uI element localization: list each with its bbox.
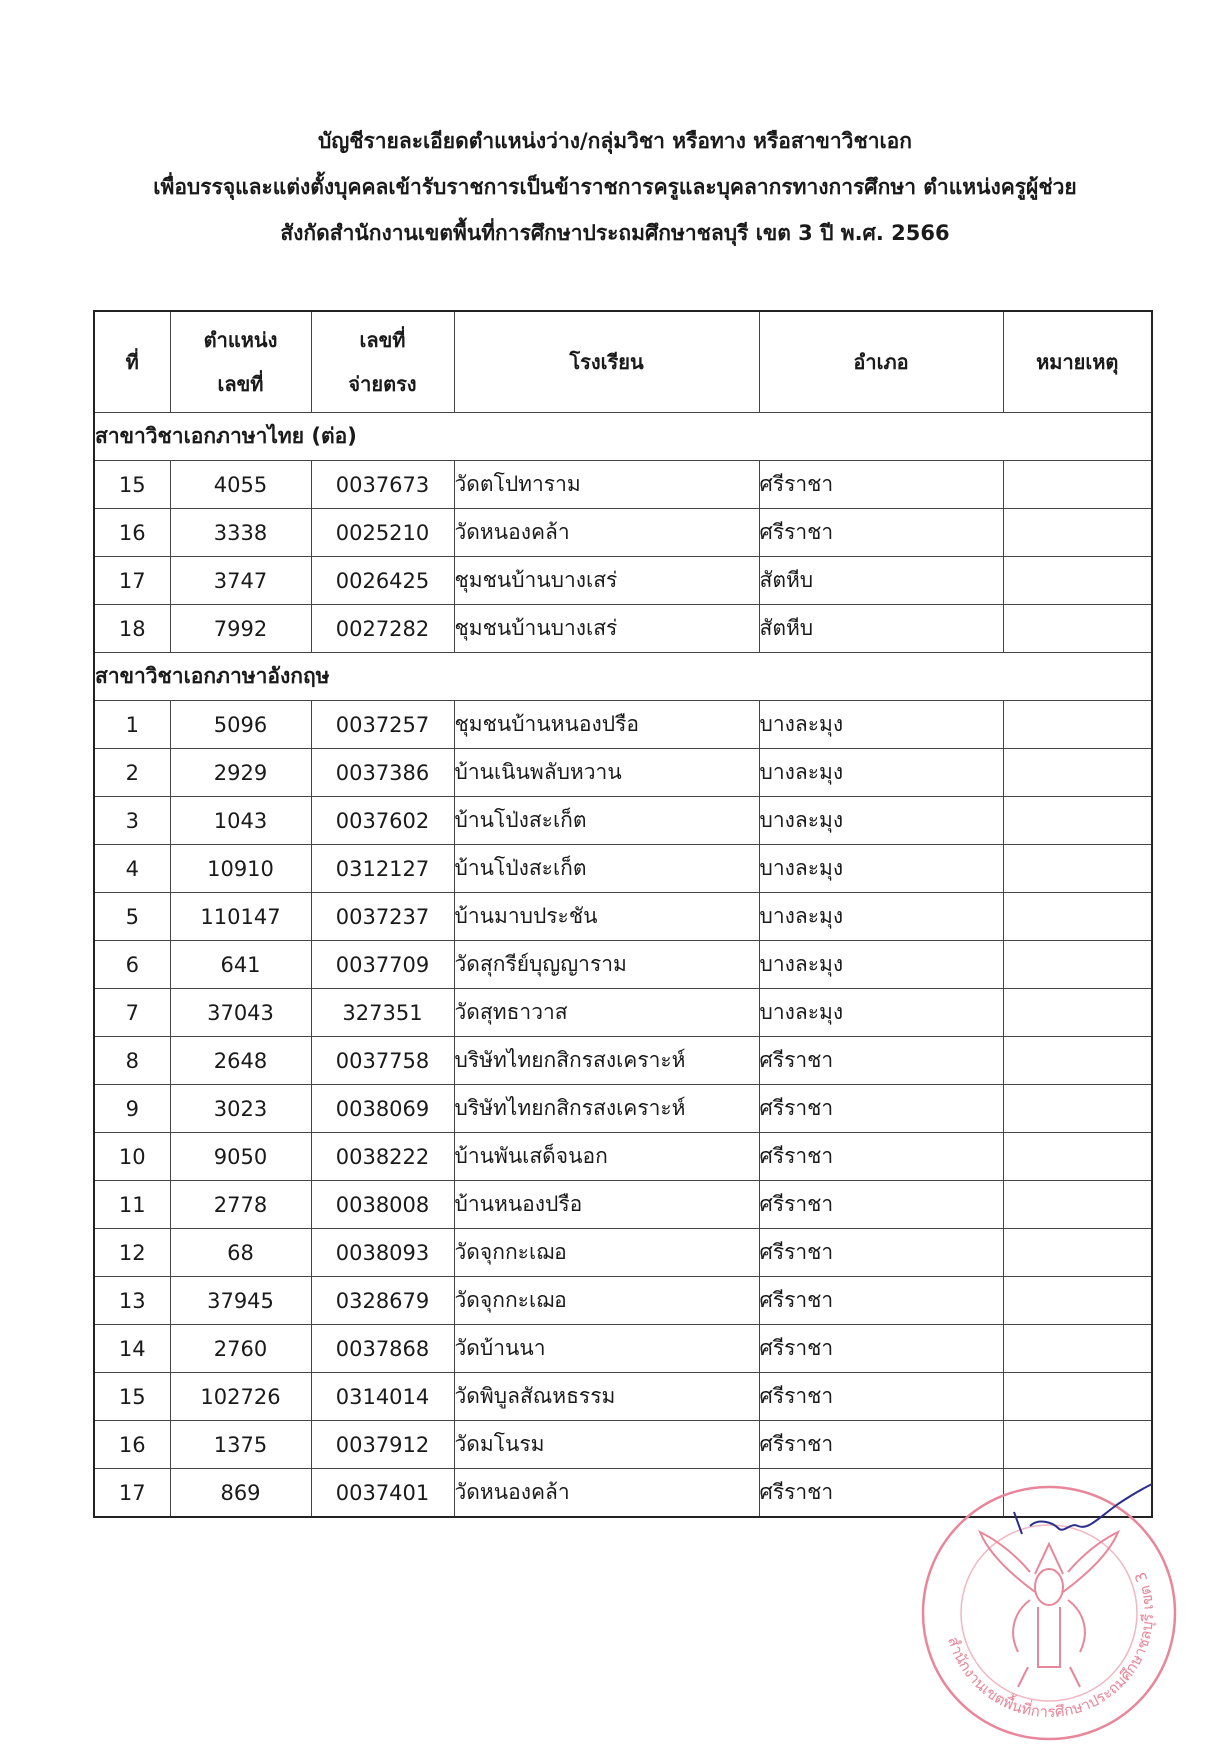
- table-row: [94, 1421, 1152, 1469]
- col-header-position-line2: เลขที่: [217, 372, 264, 396]
- table-row: [94, 797, 1152, 845]
- cell-note: [1003, 1421, 1152, 1469]
- col-header-pay: [311, 311, 454, 413]
- cell-school: วัดพิบูลสัณหธรรม: [454, 1373, 759, 1421]
- table-row: [94, 1037, 1152, 1085]
- cell-no: 11: [94, 1181, 170, 1229]
- cell-school: บ้านเนินพลับหวาน: [454, 749, 759, 797]
- cell-district: ศรีราชา: [759, 1229, 1003, 1277]
- col-header-pay-line2: จ่ายตรง: [348, 372, 417, 396]
- cell-school: บริษัทไทยกสิกรสงเคราะห์: [454, 1085, 759, 1133]
- table-row: [94, 1229, 1152, 1277]
- cell-note: [1003, 557, 1152, 605]
- cell-school: วัดตโปทาราม: [454, 461, 759, 509]
- cell-note: [1003, 461, 1152, 509]
- table-row: [94, 1085, 1152, 1133]
- document-header: [0, 118, 1230, 256]
- cell-note: [1003, 1229, 1152, 1277]
- cell-district: บางละมุง: [759, 845, 1003, 893]
- cell-position-number: 641: [170, 941, 311, 989]
- cell-no: 14: [94, 1325, 170, 1373]
- cell-district: ศรีราชา: [759, 1373, 1003, 1421]
- cell-school: บริษัทไทยกสิกรสงเคราะห์: [454, 1037, 759, 1085]
- section-title: สาขาวิชาเอกภาษาไทย (ต่อ): [94, 413, 1152, 461]
- table-row: [94, 1181, 1152, 1229]
- cell-pay-number: 0037912: [311, 1421, 454, 1469]
- cell-no: 3: [94, 797, 170, 845]
- cell-note: [1003, 989, 1152, 1037]
- cell-school: วัดจุกกะเฌอ: [454, 1277, 759, 1325]
- cell-position-number: 869: [170, 1469, 311, 1518]
- cell-pay-number: 0037673: [311, 461, 454, 509]
- table-row: [94, 1325, 1152, 1373]
- cell-pay-number: 0037237: [311, 893, 454, 941]
- cell-school: บ้านโป่งสะเก็ต: [454, 845, 759, 893]
- cell-no: 16: [94, 509, 170, 557]
- cell-no: 8: [94, 1037, 170, 1085]
- table-row: [94, 509, 1152, 557]
- cell-position-number: 4055: [170, 461, 311, 509]
- cell-pay-number: 0037386: [311, 749, 454, 797]
- cell-district: ศรีราชา: [759, 1133, 1003, 1181]
- table-header-row: [94, 311, 1152, 413]
- table-row: [94, 989, 1152, 1037]
- cell-no: 15: [94, 1373, 170, 1421]
- cell-district: ศรีราชา: [759, 1085, 1003, 1133]
- cell-pay-number: 327351: [311, 989, 454, 1037]
- cell-school: บ้านหนองปรือ: [454, 1181, 759, 1229]
- cell-school: วัดจุกกะเฌอ: [454, 1229, 759, 1277]
- col-header-no: ที่: [94, 311, 170, 413]
- cell-note: [1003, 605, 1152, 653]
- cell-no: 10: [94, 1133, 170, 1181]
- table-row: [94, 461, 1152, 509]
- cell-position-number: 9050: [170, 1133, 311, 1181]
- vacancy-table: [93, 310, 1153, 1518]
- cell-position-number: 37043: [170, 989, 311, 1037]
- cell-pay-number: 0037709: [311, 941, 454, 989]
- cell-position-number: 37945: [170, 1277, 311, 1325]
- cell-position-number: 10910: [170, 845, 311, 893]
- cell-note: [1003, 1037, 1152, 1085]
- cell-school: วัดมโนรม: [454, 1421, 759, 1469]
- table-row: [94, 1277, 1152, 1325]
- cell-district: ศรีราชา: [759, 1325, 1003, 1373]
- cell-position-number: 5096: [170, 701, 311, 749]
- cell-position-number: 110147: [170, 893, 311, 941]
- cell-pay-number: 0037758: [311, 1037, 454, 1085]
- cell-pay-number: 0312127: [311, 845, 454, 893]
- cell-school: ชุมชนบ้านบางเสร่: [454, 605, 759, 653]
- col-header-note: หมายเหตุ: [1003, 311, 1152, 413]
- col-header-position-line1: ตำแหน่ง: [203, 328, 278, 352]
- cell-no: 4: [94, 845, 170, 893]
- cell-pay-number: 0027282: [311, 605, 454, 653]
- cell-note: [1003, 845, 1152, 893]
- cell-position-number: 2648: [170, 1037, 311, 1085]
- cell-position-number: 2760: [170, 1325, 311, 1373]
- cell-note: [1003, 701, 1152, 749]
- cell-position-number: 2778: [170, 1181, 311, 1229]
- cell-pay-number: 0025210: [311, 509, 454, 557]
- table-row: [94, 1373, 1152, 1421]
- title-line-2: เพื่อบรรจุและแต่งตั้งบุคคลเข้ารับราชการเป็นข้าราชการครูและบุคลากรทางการศึกษา ตำแหน่งครูผู้ช่วย: [153, 175, 1077, 199]
- cell-note: [1003, 749, 1152, 797]
- cell-pay-number: 0038069: [311, 1085, 454, 1133]
- cell-position-number: 1043: [170, 797, 311, 845]
- cell-no: 12: [94, 1229, 170, 1277]
- cell-no: 9: [94, 1085, 170, 1133]
- cell-district: ศรีราชา: [759, 1469, 1003, 1518]
- cell-district: สัตหีบ: [759, 557, 1003, 605]
- cell-district: ศรีราชา: [759, 1037, 1003, 1085]
- cell-note: [1003, 797, 1152, 845]
- cell-school: บ้านโป่งสะเก็ต: [454, 797, 759, 845]
- cell-no: 7: [94, 989, 170, 1037]
- cell-no: 18: [94, 605, 170, 653]
- cell-district: ศรีราชา: [759, 509, 1003, 557]
- cell-district: บางละมุง: [759, 797, 1003, 845]
- cell-pay-number: 0037257: [311, 701, 454, 749]
- cell-note: [1003, 941, 1152, 989]
- cell-no: 17: [94, 1469, 170, 1518]
- cell-school: บ้านพันเสด็จนอก: [454, 1133, 759, 1181]
- cell-position-number: 3338: [170, 509, 311, 557]
- office-seal-stamp: [918, 1482, 1180, 1744]
- cell-pay-number: 0038008: [311, 1181, 454, 1229]
- cell-position-number: 3747: [170, 557, 311, 605]
- cell-note: [1003, 1325, 1152, 1373]
- cell-district: สัตหีบ: [759, 605, 1003, 653]
- table-row: [94, 605, 1152, 653]
- cell-pay-number: 0038222: [311, 1133, 454, 1181]
- cell-district: บางละมุง: [759, 941, 1003, 989]
- cell-district: ศรีราชา: [759, 1277, 1003, 1325]
- table-body: [94, 413, 1152, 1518]
- section-header-row: [94, 653, 1152, 701]
- cell-school: ชุมชนบ้านหนองปรือ: [454, 701, 759, 749]
- cell-no: 15: [94, 461, 170, 509]
- cell-no: 1: [94, 701, 170, 749]
- col-header-pay-line1: เลขที่: [359, 328, 406, 352]
- cell-school: วัดบ้านนา: [454, 1325, 759, 1373]
- cell-note: [1003, 1373, 1152, 1421]
- table-row: [94, 893, 1152, 941]
- cell-position-number: 68: [170, 1229, 311, 1277]
- section-title: สาขาวิชาเอกภาษาอังกฤษ: [94, 653, 1152, 701]
- table-row: [94, 1133, 1152, 1181]
- cell-pay-number: 0037602: [311, 797, 454, 845]
- cell-no: 2: [94, 749, 170, 797]
- cell-note: [1003, 1277, 1152, 1325]
- cell-position-number: 102726: [170, 1373, 311, 1421]
- cell-note: [1003, 893, 1152, 941]
- cell-no: 17: [94, 557, 170, 605]
- cell-pay-number: 0037868: [311, 1325, 454, 1373]
- seal-inner-ring: [961, 1525, 1137, 1701]
- cell-pay-number: 0038093: [311, 1229, 454, 1277]
- table-row: [94, 845, 1152, 893]
- table-row: [94, 701, 1152, 749]
- table-row: [94, 749, 1152, 797]
- cell-pay-number: 0026425: [311, 557, 454, 605]
- cell-position-number: 7992: [170, 605, 311, 653]
- cell-district: บางละมุง: [759, 893, 1003, 941]
- garuda-emblem: [980, 1532, 1118, 1687]
- cell-pay-number: 0037401: [311, 1469, 454, 1518]
- cell-school: วัดหนองคล้า: [454, 1469, 759, 1518]
- table-row: [94, 941, 1152, 989]
- section-header-row: [94, 413, 1152, 461]
- title-line-3: สังกัดสำนักงานเขตพื้นที่การศึกษาประถมศึกษาชลบุรี เขต 3 ปี พ.ศ. 2566: [280, 221, 950, 245]
- table-row: [94, 557, 1152, 605]
- cell-school: วัดหนองคล้า: [454, 509, 759, 557]
- cell-note: [1003, 1181, 1152, 1229]
- cell-pay-number: 0328679: [311, 1277, 454, 1325]
- cell-no: 16: [94, 1421, 170, 1469]
- title-line-1: บัญชีรายละเอียดตำแหน่งว่าง/กลุ่มวิชา หรือทาง หรือสาขาวิชาเอก: [318, 129, 912, 153]
- cell-no: 13: [94, 1277, 170, 1325]
- cell-district: บางละมุง: [759, 989, 1003, 1037]
- cell-school: วัดสุกรีย์บุญญาราม: [454, 941, 759, 989]
- cell-no: 6: [94, 941, 170, 989]
- cell-position-number: 1375: [170, 1421, 311, 1469]
- cell-school: ชุมชนบ้านบางเสร่: [454, 557, 759, 605]
- cell-district: ศรีราชา: [759, 461, 1003, 509]
- cell-position-number: 2929: [170, 749, 311, 797]
- col-header-school: โรงเรียน: [454, 311, 759, 413]
- cell-district: บางละมุง: [759, 749, 1003, 797]
- cell-note: [1003, 1133, 1152, 1181]
- cell-school: วัดสุทธาวาส: [454, 989, 759, 1037]
- cell-district: ศรีราชา: [759, 1181, 1003, 1229]
- col-header-district: อำเภอ: [759, 311, 1003, 413]
- cell-no: 5: [94, 893, 170, 941]
- cell-note: [1003, 509, 1152, 557]
- cell-note: [1003, 1085, 1152, 1133]
- cell-district: บางละมุง: [759, 701, 1003, 749]
- cell-district: ศรีราชา: [759, 1421, 1003, 1469]
- cell-position-number: 3023: [170, 1085, 311, 1133]
- cell-school: บ้านมาบประชัน: [454, 893, 759, 941]
- cell-pay-number: 0314014: [311, 1373, 454, 1421]
- col-header-position: [170, 311, 311, 413]
- seal-text: สำนักงานเขตพื้นที่การศึกษาประถมศึกษาชลบุรี เขต 3: [944, 1569, 1158, 1722]
